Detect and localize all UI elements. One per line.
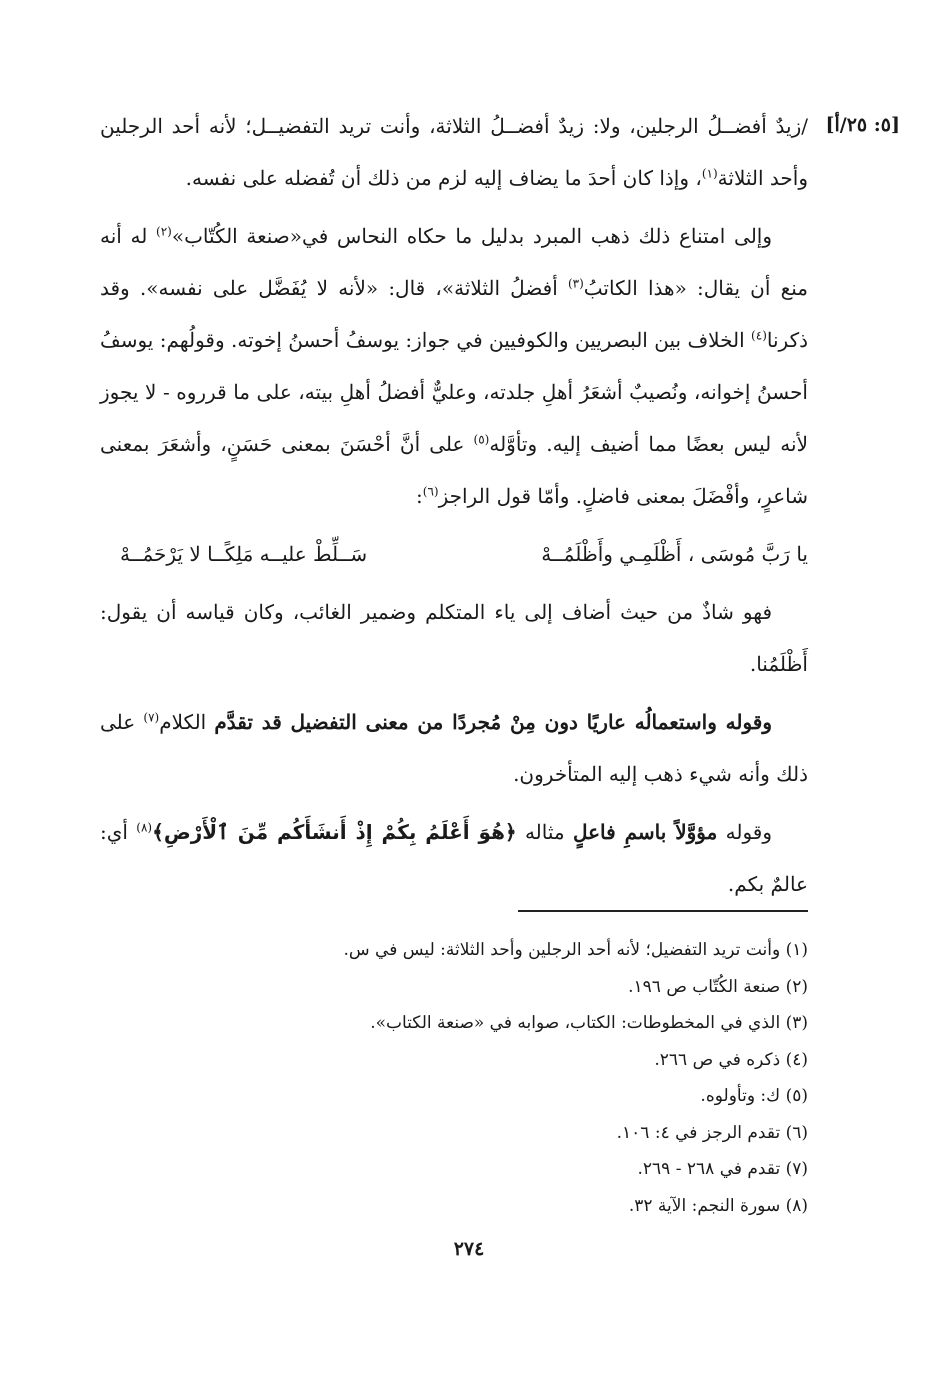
footnotes	[100, 932, 808, 1224]
text-run: على ذلك وأنه شيء ذهب إليه المتأخرون.	[100, 710, 808, 786]
text-run: وقوله	[717, 820, 773, 844]
verse-couplet	[100, 528, 808, 580]
footnote-5: (٥) ك: وتأولوه.	[700, 1086, 808, 1106]
manuscript-folio-reference: [٥: ٢٥/أ]	[825, 114, 900, 136]
footnote-8: (٨) سورة النجم: الآية ٣٢.	[628, 1195, 808, 1216]
commentary-lemma: وقوله واستعمالُه عاريًا دون مِنْ مُجردًا من معنى التفضيل قد تقدَّم	[214, 710, 772, 734]
text-run: :	[416, 484, 423, 508]
footnote-4: (٤) ذكره في ص ٢٦٦.	[654, 1049, 808, 1070]
paragraph-4	[100, 696, 808, 800]
text-run: أي: عالمٌ بكم.	[100, 820, 808, 896]
footnote-3: (٣) الذي في المخطوطات: الكتاب، صوابه في «صنعة الكتاب».	[370, 1013, 808, 1033]
main-text	[100, 100, 808, 916]
text-run: /زيدٌ أفضــلُ الرجلين، ولا: زيدٌ أفضــلُ الثلاثة، وأنت تريد التفضيــل؛ لأنه أحد الرجلين وأحد الثلاثة	[100, 114, 808, 190]
paragraph-3	[100, 586, 808, 690]
text-run: ، وإذا كان أحدَ ما يضاف إليه لزم من ذلك أن تُفضله على نفسه.	[185, 166, 702, 190]
paragraph-1	[100, 100, 808, 204]
paragraph-5	[100, 806, 808, 910]
text-run: مثاله	[516, 820, 573, 844]
page-number: ٢٧٤	[453, 1238, 485, 1260]
footnote-marker: (٣)	[567, 276, 584, 291]
footnote-marker: (٤)	[751, 328, 767, 343]
footnote-marker: (٥)	[473, 432, 490, 447]
verse-second-hemistich: سَــلِّطْ عليــه مَلِكًــا لا يَرْحَمُــهْ	[120, 542, 368, 566]
footnote-marker: (٦)	[422, 484, 439, 499]
paragraph-2	[100, 210, 808, 522]
quran-citation: ﴿هُوَ أَعْلَمُ بِكُمْ إِذْ أَنشَأَكُم مِّنَ ٱلْأَرْضِ﴾	[152, 820, 517, 844]
footnote-marker: (١)	[701, 166, 718, 181]
text-run: الكلام	[159, 710, 215, 734]
text-run: الخلاف بين البصريين والكوفيين في جواز: يوسفُ أحسنُ إخوته. وقولُهم: يوسفُ أحسنُ إخوانه، ونُصيبٌ أشعَرُ أهلِ جلدته، وعليٌّ أفضلُ أهلِ بيته، على ما قرروه - لا يجوز لأنه ليس بعضًا مما أضيف إليه. وتأوَّله	[100, 328, 808, 456]
footnote-1: (١) وأنت تريد التفضيل؛ لأنه أحد الرجلين وأحد الثلاثة: ليس في س.	[343, 940, 808, 960]
footnote-marker: (٢)	[156, 224, 172, 239]
footnote-7: (٧) تقدم في ٢٦٨ - ٢٦٩.	[637, 1159, 808, 1179]
text-run: وإلى امتناع ذلك ذهب المبرد بدليل ما حكاه النحاس في«صنعة الكُتّاب»	[171, 224, 772, 248]
footnote-separator	[518, 910, 808, 912]
footnote-6: (٦) تقدم الرجز في ٤: ١٠٦.	[616, 1122, 808, 1143]
footnote-marker: (٨)	[136, 820, 153, 835]
footnote-marker: (٧)	[143, 710, 160, 725]
text-run: أفضلُ الثلاثة»، قال: «لأنه لا يُفَضَّل على نفسه». وقد ذكرنا	[100, 276, 808, 352]
commentary-lemma: مؤوَّلاً باسمِ فاعلٍ	[572, 820, 718, 844]
footnote-2: (٢) صنعة الكُتّاب ص ١٩٦.	[628, 976, 808, 997]
text-run: على أنَّ أحْسَنَ بمعنى حَسَنٍ، وأشعَرَ بمعنى شاعرٍ، وأفْضَلَ بمعنى فاضلٍ. وأمّا قول الراجز	[100, 432, 808, 508]
text-run: فهو شاذٌ من حيث أضاف إلى ياء المتكلم وضمير الغائب، وكان قياسه أن يقول: أَظْلَمُنا.	[100, 600, 808, 676]
text-run: له أنه منع أن يقال: «هذا الكاتبُ	[100, 224, 808, 300]
verse-first-hemistich: يا رَبَّ مُوسَى ، أَظْلَمِـي وأَظْلَمُــهْ	[541, 542, 808, 566]
